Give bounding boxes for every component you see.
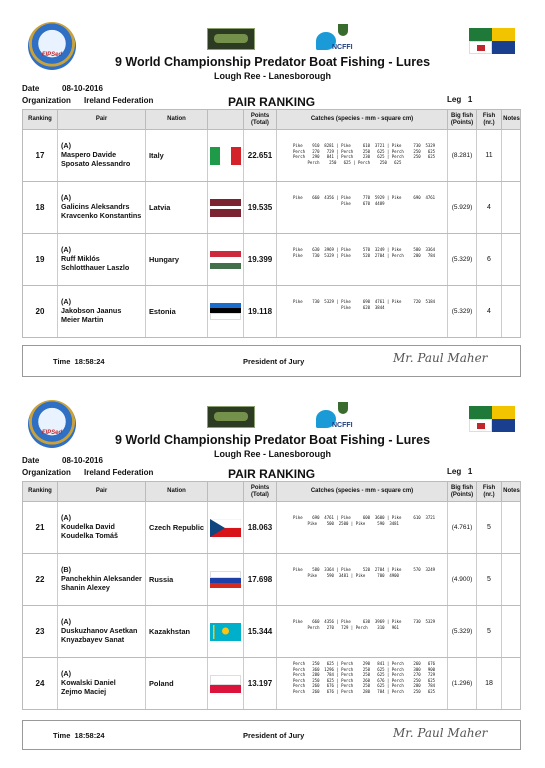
pair-cell: (A) Maspero Davide Sposato Alessandro xyxy=(58,130,146,181)
fish-count-cell: 11 xyxy=(477,130,502,181)
big-fish-cell: (4.900) xyxy=(448,554,477,605)
sponsor-logo xyxy=(207,406,255,428)
date-label: Date xyxy=(22,84,40,93)
catches-cell: Pike 580 3364 | Pike 520 2704 | Pike 570 3249 Pike 590 3481 | Pike 700 4900 xyxy=(277,554,448,605)
col-notes: Notes xyxy=(503,116,520,123)
col-big-fish: Big fish (Points) xyxy=(448,110,477,129)
nation-cell: Kazakhstan xyxy=(146,606,208,657)
ranking-sheet-2 xyxy=(0,378,545,762)
rank-cell: 21 xyxy=(23,502,58,553)
nation-cell: Hungary xyxy=(146,234,208,285)
rank-cell: 24 xyxy=(23,658,58,709)
big-fish-cell: (8.281) xyxy=(448,130,477,181)
pair-cell: (A) Kowalski Daniel Zejmo Maciej xyxy=(58,658,146,709)
czech-flag-icon xyxy=(210,519,241,537)
table-row xyxy=(22,130,521,182)
ranking-table xyxy=(22,130,521,338)
catches-cell: Pike 730 5329 | Pike 690 4761 | Pike 720 5184 Pike 620 3844 xyxy=(277,286,448,337)
col-points: Points (Total) xyxy=(244,110,277,129)
table-header xyxy=(22,481,521,502)
page-title: 9 World Championship Predator Boat Fishing - Lures xyxy=(114,55,431,69)
big-fish-cell: (1.296) xyxy=(448,658,477,709)
catches-cell: Pike 660 4356 | Pike 770 5929 | Pike 690 4761 Pike 670 4489 xyxy=(277,182,448,233)
pair-cell: (A) Koudelka David Koudelka Tomáš xyxy=(58,502,146,553)
flag-cell xyxy=(208,234,244,285)
pair-cell: (B) Panchekhin Aleksander Shanin Alexey xyxy=(58,554,146,605)
rank-cell: 22 xyxy=(23,554,58,605)
nation-cell: Italy xyxy=(146,130,208,181)
notes-cell xyxy=(502,234,522,285)
catches-cell: Pike 690 4761 | Pike 600 3600 | Pike 610 3721 Pike 500 2500 | Pike 590 3481 xyxy=(277,502,448,553)
leg-indicator: Leg 1 xyxy=(447,95,473,104)
sponsor-logo xyxy=(207,28,255,50)
table-row xyxy=(22,182,521,234)
col-pair: Pair xyxy=(58,482,146,501)
leg-indicator: Leg 1 xyxy=(447,467,473,476)
big-fish-cell: (5.329) xyxy=(448,234,477,285)
col-ranking: Ranking xyxy=(23,482,58,501)
catches-cell: Pike 910 8281 | Pike 610 3721 | Pike 730 5329 Perch 270 729 | Perch 250 625 | Perch 250 625 Perch 290 841 | Perch 230 625 | Perch 250 625 Perch 250 625 | Perch 250 625 xyxy=(277,130,448,181)
fish-count-cell: 5 xyxy=(477,554,502,605)
rank-cell: 17 xyxy=(23,130,58,181)
table-row xyxy=(22,502,521,554)
nation-cell: Estonia xyxy=(146,286,208,337)
table-row xyxy=(22,234,521,286)
notes-cell xyxy=(502,182,522,233)
fish-count-cell: 5 xyxy=(477,502,502,553)
organization-label: Organization xyxy=(22,468,71,477)
ncffi-logo: NCFFI xyxy=(312,400,358,434)
venue-subtitle: Lough Ree - Lanesborough xyxy=(214,449,331,459)
kazakhstan-flag-icon xyxy=(210,623,241,641)
ranking-title: PAIR RANKING xyxy=(228,95,316,109)
date-value: 08-10-2016 xyxy=(62,456,103,465)
rank-cell: 19 xyxy=(23,234,58,285)
pair-cell: (A) Galicins Aleksandrs Kravcenko Konstantins xyxy=(58,182,146,233)
nation-cell: Czech Republic xyxy=(146,502,208,553)
page-title: 9 World Championship Predator Boat Fishing - Lures xyxy=(114,433,431,447)
ncffi-logo: NCFFI xyxy=(312,22,358,56)
fish-count-cell: 4 xyxy=(477,182,502,233)
col-notes: Notes xyxy=(503,488,520,495)
provinces-flag-logo xyxy=(469,406,515,432)
fish-count-cell: 6 xyxy=(477,234,502,285)
col-flag xyxy=(208,110,244,129)
rank-cell: 20 xyxy=(23,286,58,337)
col-catches: Catches (species - mm - square cm) xyxy=(277,482,448,501)
points-cell: 17.698 xyxy=(244,554,277,605)
points-cell: 18.063 xyxy=(244,502,277,553)
president-label: President of Jury xyxy=(243,357,305,366)
president-signature: Mr. Paul Maher xyxy=(393,351,488,365)
col-nation: Nation xyxy=(146,482,208,501)
flag-cell xyxy=(208,286,244,337)
col-nation: Nation xyxy=(146,110,208,129)
flag-cell xyxy=(208,182,244,233)
pair-cell: (A) Ruff Miklós Schlotthauer Laszlo xyxy=(58,234,146,285)
catches-cell: Perch 250 625 | Perch 290 841 | Perch 260 676 Perch 360 1296 | Perch 250 625 | Perch 300 900 Perch 280 784 | Perch 250 625 | Perch 270 729 Perch 250 625 | Perch 260 676 | Perch 250 625 Perch 260 676 | Perch 250 625 | Perch 280 784 Perch 260 676 | Perch 280 784 | Perch 250 625 xyxy=(277,658,448,709)
ranking-title: PAIR RANKING xyxy=(228,467,316,481)
notes-cell xyxy=(502,286,522,337)
venue-subtitle: Lough Ree - Lanesborough xyxy=(214,71,331,81)
big-fish-cell: (5.329) xyxy=(448,606,477,657)
col-flag xyxy=(208,482,244,501)
notes-cell xyxy=(502,130,522,181)
notes-cell xyxy=(502,502,522,553)
flag-cell xyxy=(208,606,244,657)
hungary-flag-icon xyxy=(210,251,241,269)
pair-cell: (A) Duskuzhanov Asetkan Knyazbayev Sanat xyxy=(58,606,146,657)
italy-flag-icon xyxy=(210,147,241,165)
table-row xyxy=(22,286,521,338)
nation-cell: Latvia xyxy=(146,182,208,233)
col-big-fish: Big fish (Points) xyxy=(448,482,477,501)
rank-cell: 18 xyxy=(23,182,58,233)
notes-cell xyxy=(502,606,522,657)
col-pair: Pair xyxy=(58,110,146,129)
sheet-footer xyxy=(22,345,521,377)
ranking-table xyxy=(22,502,521,710)
col-catches: Catches (species - mm - square cm) xyxy=(277,110,448,129)
date-value: 08-10-2016 xyxy=(62,84,103,93)
fish-count-cell: 5 xyxy=(477,606,502,657)
time-stamp: Time 18:58:24 xyxy=(53,731,105,740)
col-fish-nr: Fish (nr.) xyxy=(477,482,502,501)
notes-cell xyxy=(502,554,522,605)
table-row xyxy=(22,554,521,606)
col-fish-nr: Fish (nr.) xyxy=(477,110,502,129)
fipsed-logo: FIPSed xyxy=(28,22,76,70)
big-fish-cell: (5.929) xyxy=(448,182,477,233)
big-fish-cell: (4.761) xyxy=(448,502,477,553)
president-signature: Mr. Paul Maher xyxy=(393,726,488,740)
points-cell: 15.344 xyxy=(244,606,277,657)
president-label: President of Jury xyxy=(243,731,305,740)
points-cell: 22.651 xyxy=(244,130,277,181)
fish-count-cell: 18 xyxy=(477,658,502,709)
points-cell: 13.197 xyxy=(244,658,277,709)
nation-cell: Russia xyxy=(146,554,208,605)
table-header xyxy=(22,109,521,130)
organization-label: Organization xyxy=(22,96,71,105)
col-points: Points (Total) xyxy=(244,482,277,501)
flag-cell xyxy=(208,554,244,605)
table-row xyxy=(22,606,521,658)
points-cell: 19.535 xyxy=(244,182,277,233)
latvia-flag-icon xyxy=(210,199,241,217)
sheet-footer xyxy=(22,720,521,750)
organization-value: Ireland Federation xyxy=(84,96,154,105)
points-cell: 19.118 xyxy=(244,286,277,337)
flag-cell xyxy=(208,130,244,181)
poland-flag-icon xyxy=(210,675,241,693)
estonia-flag-icon xyxy=(210,303,241,321)
fish-count-cell: 4 xyxy=(477,286,502,337)
points-cell: 19.399 xyxy=(244,234,277,285)
col-ranking: Ranking xyxy=(23,110,58,129)
nation-cell: Poland xyxy=(146,658,208,709)
organization-value: Ireland Federation xyxy=(84,468,154,477)
big-fish-cell: (5.329) xyxy=(448,286,477,337)
time-stamp: Time 18:58:24 xyxy=(53,357,105,366)
table-row xyxy=(22,658,521,710)
catches-cell: Pike 630 3969 | Pike 570 3249 | Pike 580 3364 Pike 730 5329 | Pike 520 2704 | Perch 280 784 xyxy=(277,234,448,285)
rank-cell: 23 xyxy=(23,606,58,657)
notes-cell xyxy=(502,658,522,709)
catches-cell: Pike 660 4356 | Pike 630 3969 | Pike 730 5329 Perch 270 729 | Perch 310 961 xyxy=(277,606,448,657)
flag-cell xyxy=(208,502,244,553)
fipsed-logo: FIPSed xyxy=(28,400,76,448)
flag-cell xyxy=(208,658,244,709)
date-label: Date xyxy=(22,456,40,465)
russia-flag-icon xyxy=(210,571,241,589)
provinces-flag-logo xyxy=(469,28,515,54)
pair-cell: (A) Jakobson Jaanus Meier Martin xyxy=(58,286,146,337)
